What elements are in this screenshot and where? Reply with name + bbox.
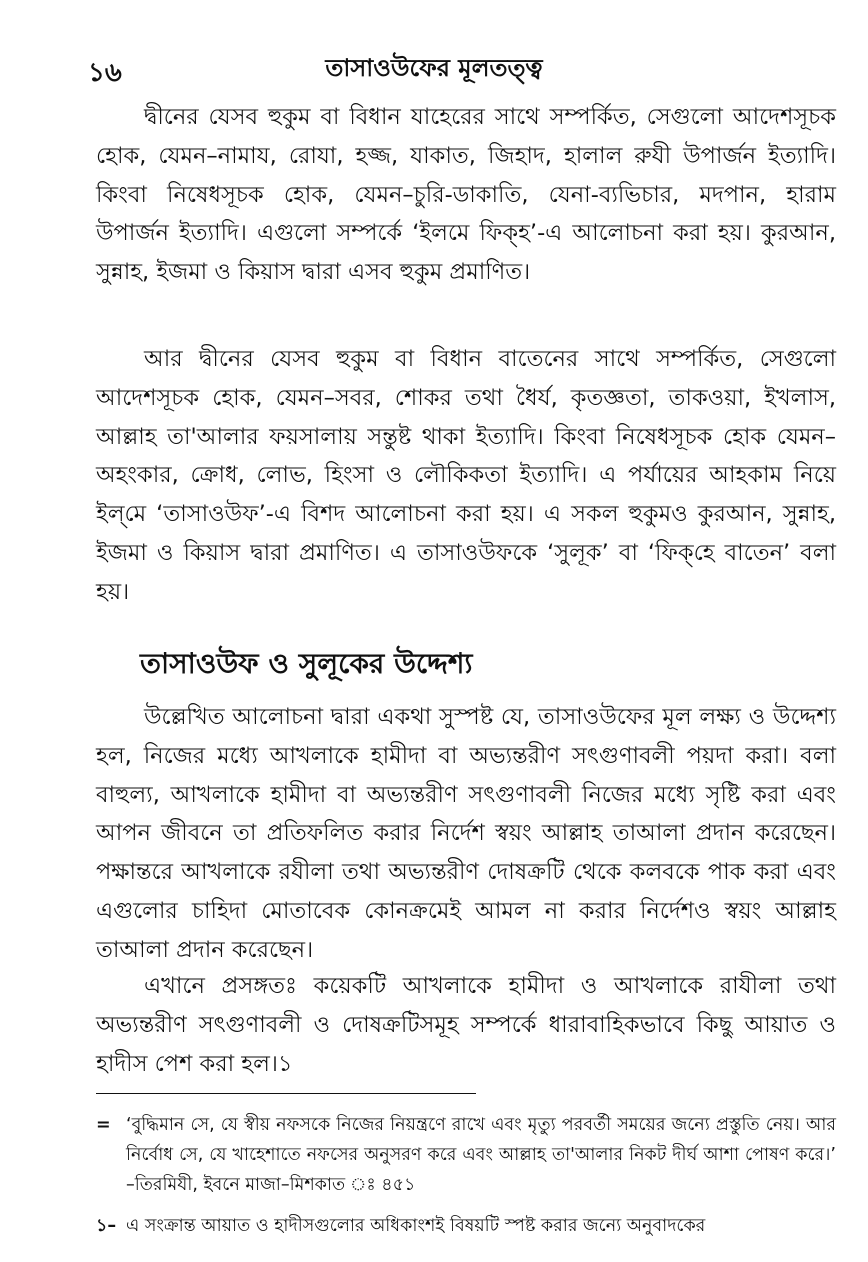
running-title: তাসাওউফের মূলতত্ত্ব xyxy=(325,54,543,82)
footnote-text: এ সংক্রান্ত আয়াত ও হাদীসগুলোর অধিকাংশই বিষয়টি স্পষ্ট করার জন্যে অনুবাদকের xyxy=(126,1216,706,1236)
footnote-divider xyxy=(96,1093,476,1094)
paragraph-introduction: এখানে প্রসঙ্গতঃ কয়েকটি আখলাকে হামীদা ও আখলাকে রাযীলা তথা অভ্যন্তরীণ সৎগুণাবলী ও দোষক্রটিসমূহ সম্পর্কে ধারাবাহিকভাবে কিছু আয়াত ও হাদীস পেশ করা হল।১ xyxy=(96,973,836,1077)
section-heading: তাসাওউফ ও সুলূকের উদ্দেশ্য xyxy=(140,647,473,680)
footnote-1 xyxy=(96,1211,836,1241)
footnote-text: ‘বুদ্ধিমান সে, যে স্বীয় নফসকে নিজের নিয়ন্ত্রণে রাখে এবং মৃত্যু পরবর্তী সময়ের জন্যে প্রস্তুতি নেয়। আর নির্বোধ সে, যে খাহেশাতে নফসের অনুসরণ করে এবং আল্লাহ তা'আলার নিকট দীর্ঘ আশা পোষণ করে।’ –তিরমিযী, ইবনে মাজা–মিশকাত ঃ ৪৫১ xyxy=(126,1115,836,1195)
footnote-marker: = xyxy=(96,1115,111,1135)
footnote-continued xyxy=(96,1110,836,1200)
paragraph-baten-rulings: আর দ্বীনের যেসব হুকুম বা বিধান বাতেনের সাথে সম্পর্কিত, সেগুলো আদেশসূচক হোক, যেমন–সবর, শোকর তথা ধৈর্য, কৃতজ্ঞতা, তাকওয়া, ইখলাস, আল্লাহ তা'আলার ফয়সালায় সন্তুষ্ট থাকা ইত্যাদি। কিংবা নিষেধসূচক হোক যেমন–অহংকার, ক্রোধ, লোভ, হিংসা ও লৌকিকতা ইত্যাদি। এ পর্যায়ের আহকাম নিয়ে ইল্‌মে ‘তাসাওউফ’-এ বিশদ আলোচনা করা হয়। এ সকল হুকুমও কুরআন, সুন্নাহ, ইজমা ও কিয়াস দ্বারা প্রমাণিত। এ তাসাওউফকে ‘সুলূক’ বা ‘ফিক্‌হে বাতেন’ বলা হয়। xyxy=(96,346,836,605)
footnote-marker: ১– xyxy=(96,1216,117,1236)
page-number: ১৬ xyxy=(88,58,122,88)
paragraph-zaher-rulings: দ্বীনের যেসব হুকুম বা বিধান যাহেরের সাথে সম্পর্কিত, সেগুলো আদেশসূচক হোক, যেমন–নামায, রোযা, হজ্জ, যাকাত, জিহাদ, হালাল রুযী উপার্জন ইত্যাদি। কিংবা নিষেধসূচক হোক, যেমন–চুরি-ডাকাতি, যেনা-ব্যভিচার, মদপান, হারাম উপার্জন ইত্যাদি। এগুলো সম্পর্কে ‘ইলমে ফিক্‌হ’-এ আলোচনা করা হয়। কুরআন, সুন্নাহ, ইজমা ও কিয়াস দ্বারা এসব হুকুম প্রমাণিত। xyxy=(96,104,836,286)
paragraph-purpose: উল্লেখিত আলোচনা দ্বারা একথা সুস্পষ্ট যে, তাসাওউফের মূল লক্ষ্য ও উদ্দেশ্য হল, নিজের মধ্যে আখলাকে হামীদা বা অভ্যন্তরীণ সৎগুণাবলী পয়দা করা। বলা বাহুল্য, আখলাকে হামীদা বা অভ্যন্তরীণ সৎগুণাবলী নিজের মধ্যে সৃষ্টি করা এবং আপন জীবনে তা প্রতিফলিত করার নির্দেশ স্বয়ং আল্লাহ তাআলা প্রদান করেছেন। পক্ষান্তরে আখলাকে রযীলা তথা অভ্যন্তরীণ দোষক্রটি থেকে কলবকে পাক করা এবং এগুলোর চাহিদা মোতাবেক কোনক্রমেই আমল না করার নির্দেশও স্বয়ং আল্লাহ তাআলা প্রদান করেছেন। xyxy=(96,704,836,963)
